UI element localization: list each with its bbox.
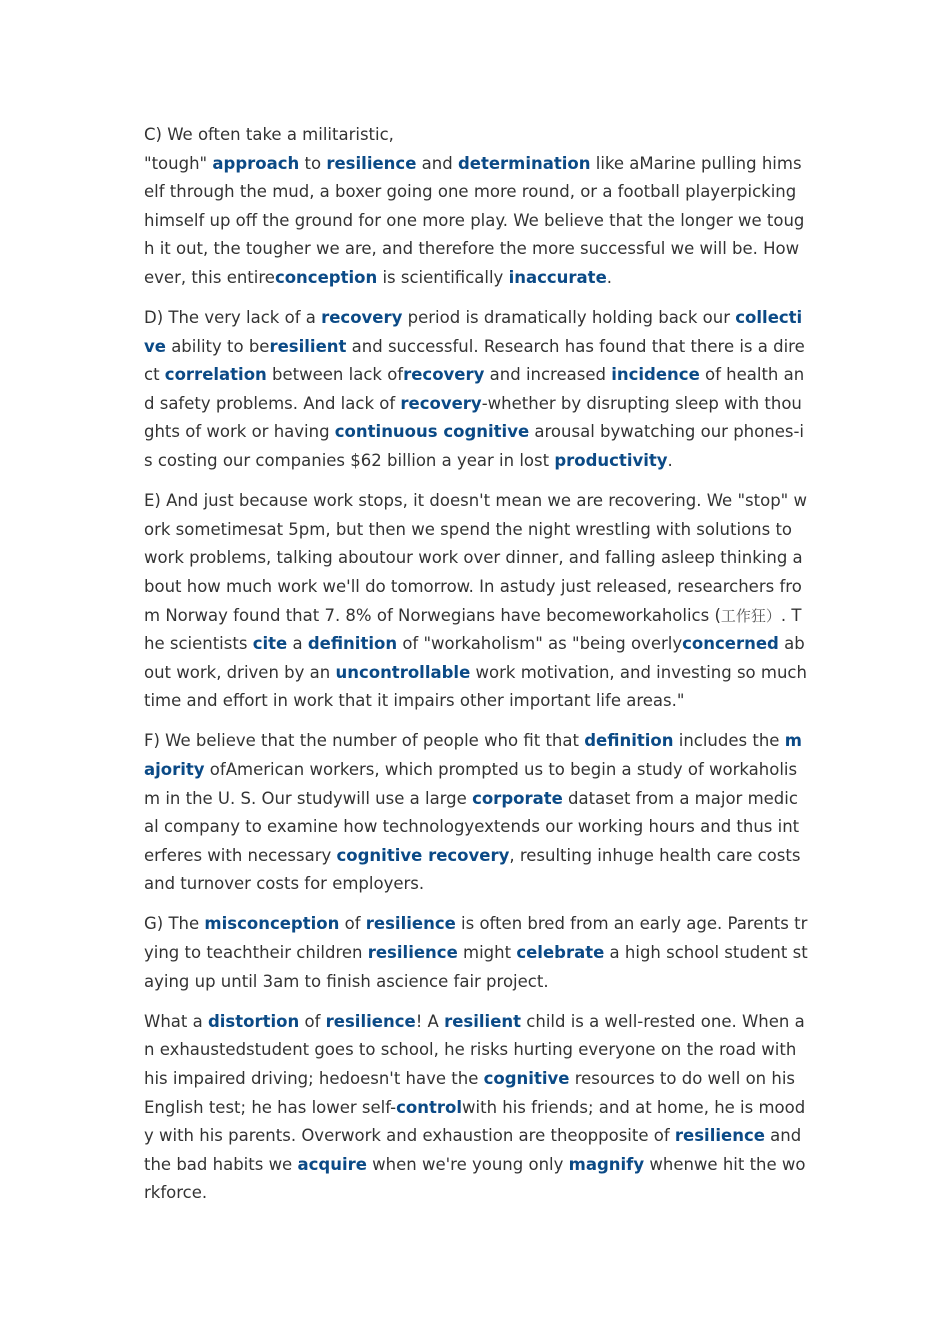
text-run: might [457,943,517,963]
text-run: to [299,153,327,173]
keyword: recovery [403,365,485,385]
keyword: majority [144,731,802,779]
paragraph-g [144,910,808,996]
keyword: celebrate [516,943,605,963]
text-run: work motivation, and investing so muchtime and effort in work that it impairs other important life areas." [144,662,807,711]
keyword: correlation [164,365,267,385]
text-run: of "workaholism" as "being overly [397,634,683,654]
keyword: acquire [297,1154,367,1174]
text-run: What a [144,1011,208,1031]
text-run: and increased [484,365,612,385]
text-run: . The scientists [144,605,802,654]
text-run: child is a well-rested one. When an exhaustedstudent goes to school, he risks hurting everyone on the road with his impaired driving; hedoesn't have the [144,1011,805,1088]
keyword: resilience [674,1126,765,1146]
text-run: F) We believe that the number of people who fit that [144,731,585,751]
text-run: period is dramatically holding back our [402,308,736,328]
text-run: like aMarine pulling himself through the mud, a boxer going one more round, or a football playerpicking himself up off the ground for one more play. We believe that the longer we tough it out, the tougher we are, and therefore the more successful we will be. However, this entire [144,153,805,287]
keyword: control [396,1097,463,1117]
text-run: dataset from a major medical company to examine how technologyextends our working hours and thus interferes with necessary [144,788,800,865]
text-run: G) The [144,914,205,934]
text-run: of [339,914,366,934]
text-run: ofAmerican workers, which prompted us to begin a study of workaholism in the U. S. Our studywill use a large [144,759,798,808]
text-run: arousal bywatching our phones-is costing our companies $62 billion a year in lost [144,422,804,471]
text-run: ability to be [165,336,270,356]
paragraph-e [144,487,808,716]
paragraph-c [144,121,808,293]
text-run: . [606,267,613,287]
keyword: resilience [367,943,458,963]
keyword: recovery [321,308,403,328]
text-run: -whether by disrupting sleep with thoughts of work or having [144,393,802,442]
text-run: E) And just because work stops, it doesn't mean we are recovering. We "stop" work sometimesat 5pm, but then we spend the night wrestling with solutions to work problems, talking aboutour work over dinner, and falling asleep thinking about how much work we'll do tomorrow. In astudy just released, researchers from Norway found that 7. 8% of Norwegians have becomeworkaholics ( [144,491,807,625]
text-run: , resulting inhuge health care costs and turnover costs for employers. [144,845,801,894]
keyword: approach [212,153,300,173]
text-run: a high school student staying up until 3am to finish ascience fair project. [144,943,808,991]
keyword: resilience [365,914,456,934]
text-run: when we're young only [366,1154,569,1174]
paragraph-conclusion [144,1008,808,1208]
paragraph-d [144,304,808,476]
text-run: and successful. Research has found that there is a direct [144,336,805,385]
text-run: D) The very lack of a [144,308,322,328]
keyword: cognitive [483,1068,570,1088]
keyword: conception [274,267,378,287]
keyword: definition [307,634,398,654]
text-run: a [287,634,308,654]
keyword: misconception [204,914,340,934]
text-run: C) We often take a militaristic, [144,125,394,144]
text-run: and the bad habits we [144,1126,802,1174]
keyword: resilient [269,336,347,356]
text-run: and [416,153,458,173]
text-run: about work, driven by an [144,634,805,682]
document-body [144,121,808,1219]
keyword: incidence [611,365,700,385]
text-run: of [299,1011,326,1031]
text-run: includes the [673,731,785,751]
keyword: inaccurate [508,267,607,287]
keyword: distortion [207,1011,300,1031]
cjk-gloss: 工作狂） [720,606,781,625]
text-run: of health and safety problems. And lack of [144,365,805,413]
keyword: continuous cognitive [334,422,530,442]
keyword: cite [252,634,288,654]
paragraph-f [144,727,808,899]
text-run: . [667,451,673,471]
keyword: determination [457,153,591,173]
text-run: with his friends; and at home, he is moody with his parents. Overwork and exhaustion are theopposite of [144,1097,806,1146]
keyword: concerned [682,634,779,654]
keyword: resilient [444,1011,522,1031]
keyword: corporate [472,788,563,808]
keyword: resilience [325,1011,416,1031]
text-run: is often bred from an early age. Parents trying to teachtheir children [144,914,808,963]
keyword: recovery [400,393,482,413]
keyword: productivity [554,451,668,471]
keyword: cognitive recovery [336,845,510,865]
keyword: definition [584,731,674,751]
keyword: collective [144,308,803,356]
text-run: between lack of [266,365,404,385]
keyword: resilience [326,153,417,173]
text-run: whenwe hit the workforce. [144,1154,806,1203]
keyword: uncontrollable [335,662,471,682]
text-run: resources to do well on his English test; he has lower self- [144,1068,796,1117]
keyword: magnify [568,1154,645,1174]
text-run: "tough" [144,153,213,173]
text-run: is scientifically [377,267,509,287]
text-run: ! A [415,1011,445,1031]
